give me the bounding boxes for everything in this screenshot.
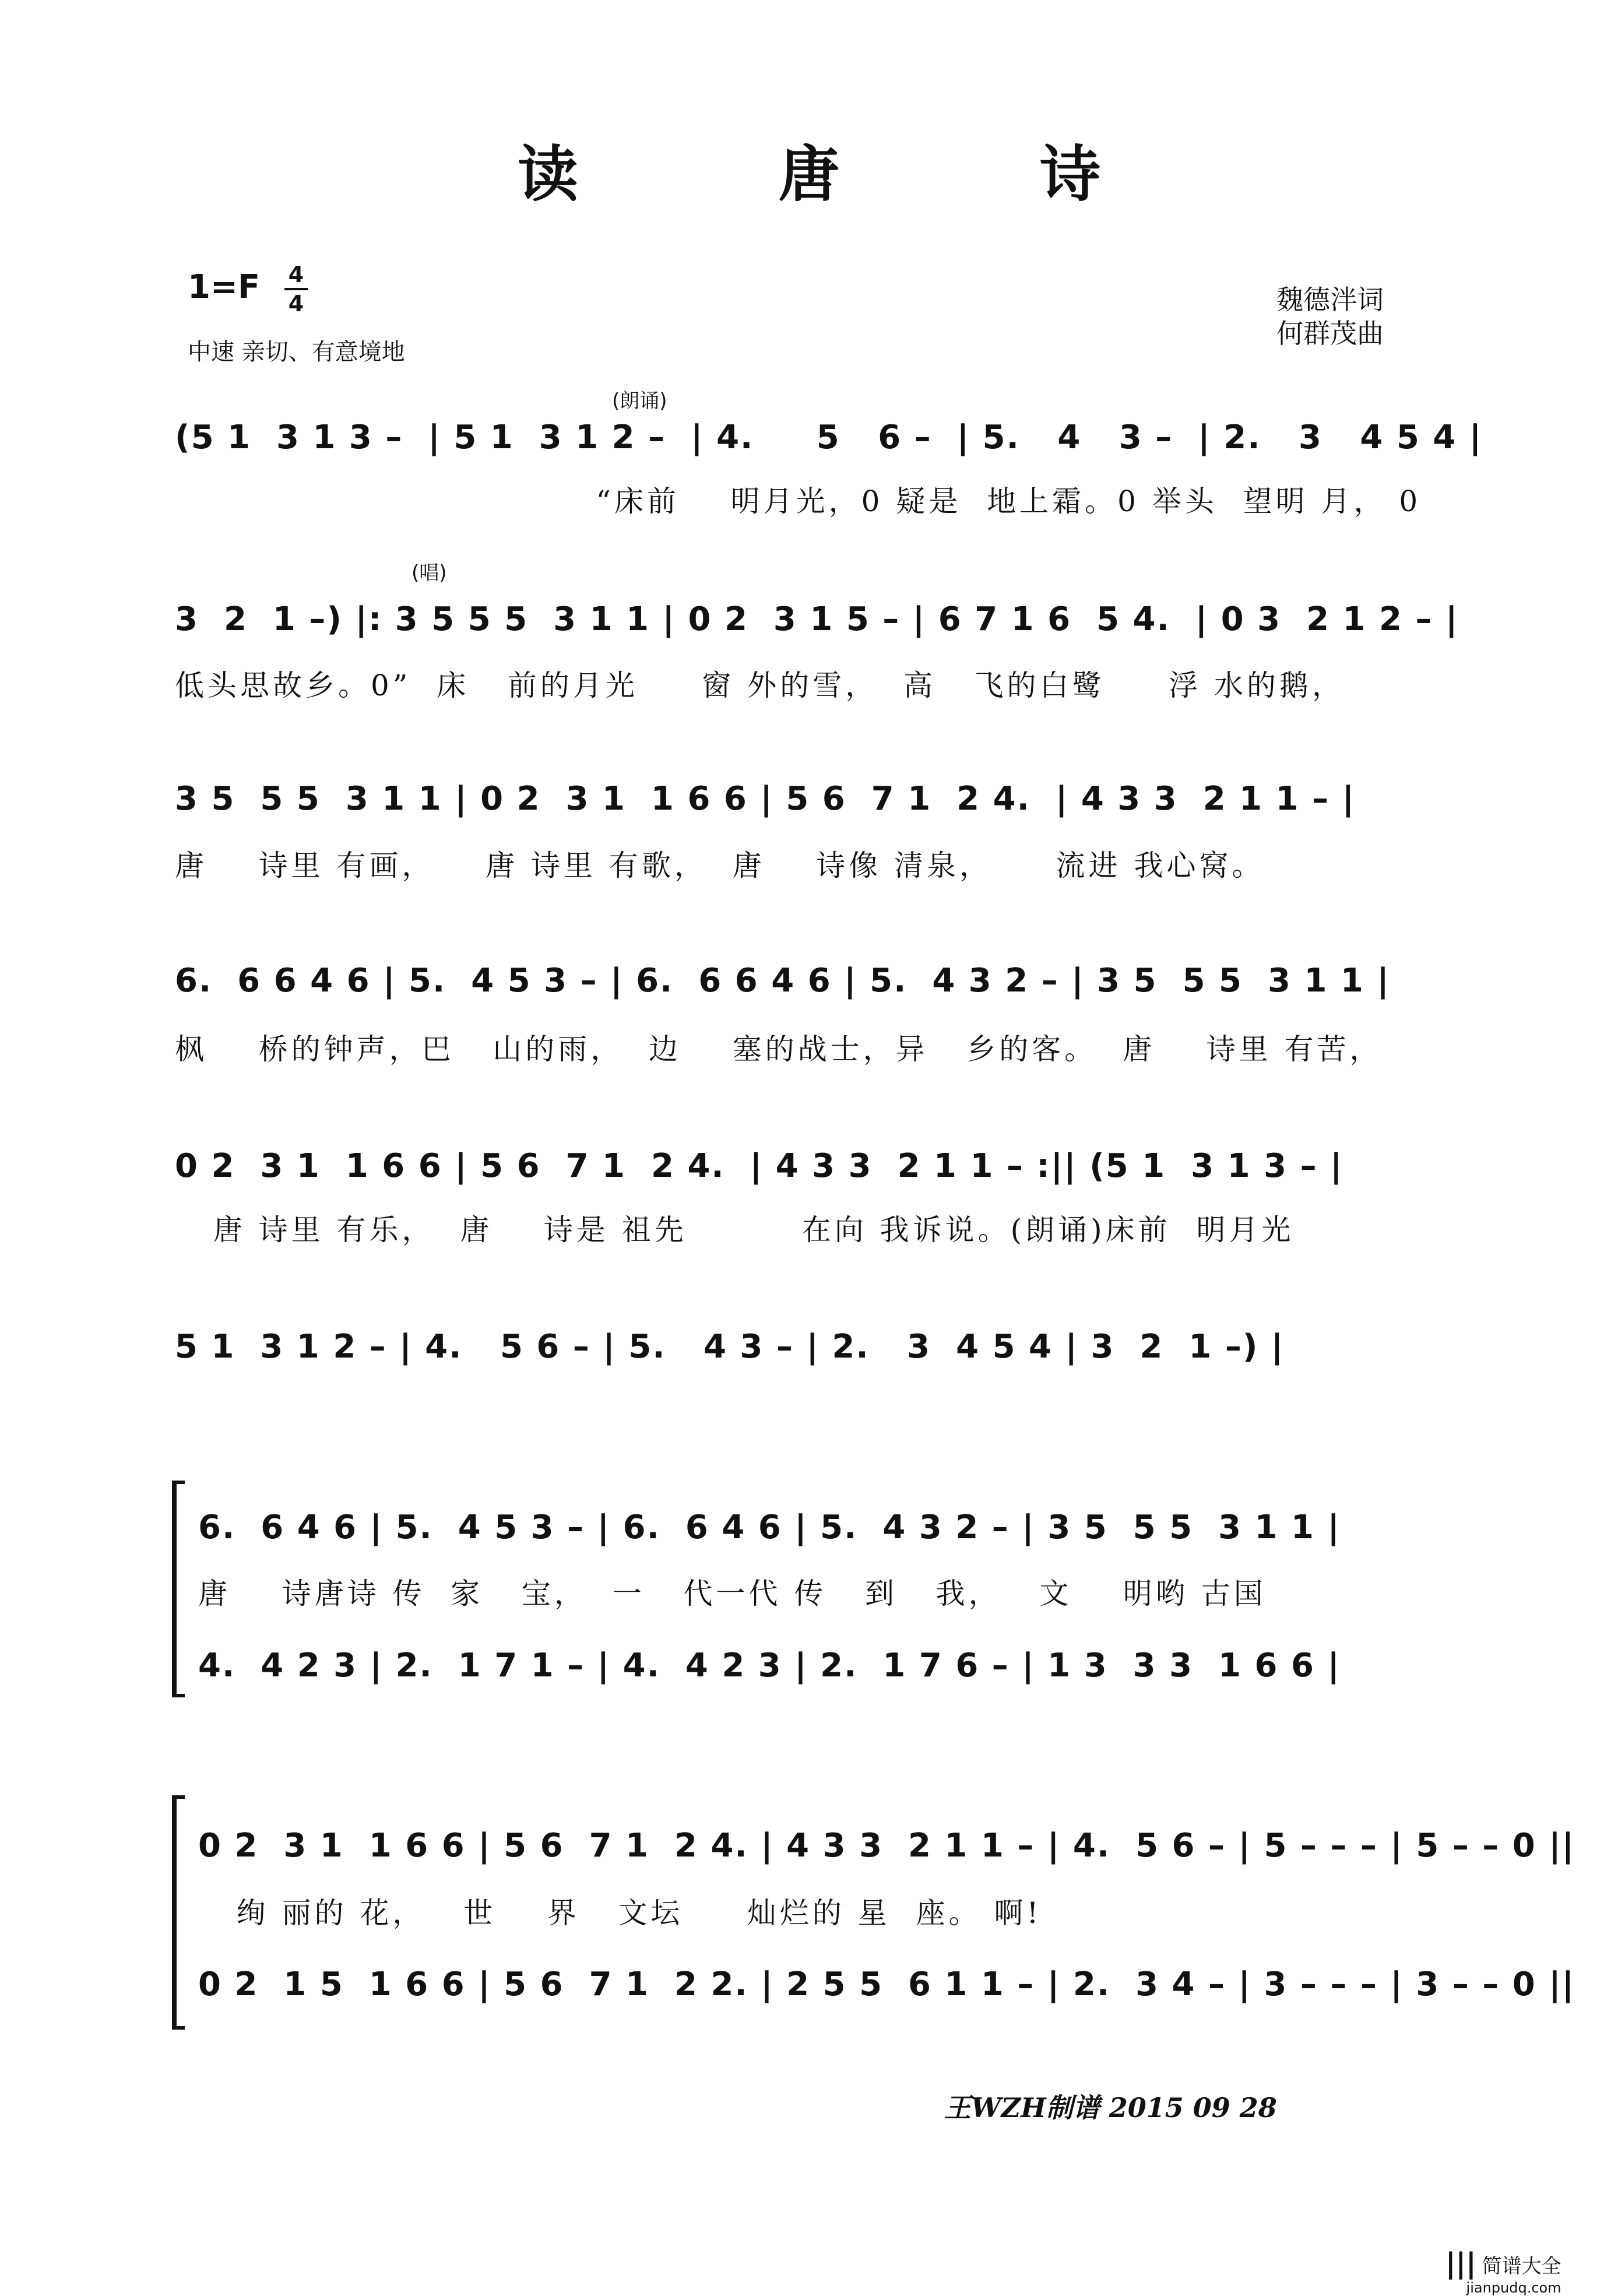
part-bracket-2 [172, 1795, 185, 2030]
composer-credit: 何群茂曲 [1276, 318, 1384, 349]
notation-line-2: 3 2 1 –) |: 3 5 5 5 3 1 1 | 0 2 3 1 5 – | 6 7 1 6 5 4. | 0 3 2 1 2 – | [175, 600, 1459, 638]
time-signature-bottom: 4 [288, 291, 304, 317]
tempo-marking: 中速 亲切、有意境地 [188, 339, 405, 365]
page-title: 读 唐 诗 [517, 138, 1170, 210]
recite-mark: (朗诵) [612, 389, 667, 413]
time-signature [284, 262, 308, 316]
lyric-line-2: 低头思故乡。0” 床 前的月光 窗 外的雪， 高 飞的白鹭 浮 水的鹅， [175, 669, 1345, 702]
watermark-logo-icon: ||| [1445, 2247, 1476, 2280]
lyric-line-1: “床前 明月光，0 疑是 地上霜。0 举头 望明 月， 0 [175, 484, 1422, 518]
sing-mark: (唱) [411, 561, 447, 585]
notation-line-8-lower: 0 2 1 5 1 6 6 | 5 6 7 1 2 2. | 2 5 5 6 1 1 – | 2. 3 4 – | 3 – – – | 3 – – 0 || [198, 1966, 1575, 2003]
notation-line-3: 3 5 5 5 3 1 1 | 0 2 3 1 1 6 6 | 5 6 7 1 2 4. | 4 3 3 2 1 1 – | [175, 780, 1356, 818]
notation-line-4: 6. 6 6 4 6 | 5. 4 5 3 – | 6. 6 6 4 6 | 5. 4 3 2 – | 3 5 5 5 3 1 1 | [175, 962, 1390, 1000]
watermark-url: jianpudq.com [1466, 2280, 1561, 2296]
notation-line-8-upper: 0 2 3 1 1 6 6 | 5 6 7 1 2 4. | 4 3 3 2 1 1 – | 4. 5 6 – | 5 – – – | 5 – – 0 || [198, 1827, 1575, 1865]
watermark-name: 简谱大全 [1482, 2255, 1561, 2278]
lyric-line-5: 唐 诗里 有乐， 唐 诗是 祖先 在向 我诉说。(朗诵)床前 明月光 [175, 1213, 1295, 1247]
notation-line-7-lower: 4. 4 2 3 | 2. 1 7 1 – | 4. 4 2 3 | 2. 1 7 6 – | 1 3 3 3 1 6 6 | [198, 1647, 1341, 1685]
notation-line-7-upper: 6. 6 4 6 | 5. 4 5 3 – | 6. 6 4 6 | 5. 4 3 2 – | 3 5 5 5 3 1 1 | [198, 1509, 1341, 1546]
lyric-line-7: 唐 诗唐诗 传 家 宝， 一 代一代 传 到 我， 文 明哟 古国 [198, 1577, 1267, 1611]
lyric-line-3: 唐 诗里 有画， 唐 诗里 有歌， 唐 诗像 清泉， 流进 我心窝。 [175, 849, 1265, 882]
notation-line-5: 0 2 3 1 1 6 6 | 5 6 7 1 2 4. | 4 3 3 2 1 1 – :|| (5 1 3 1 3 – | [175, 1147, 1343, 1185]
watermark [1445, 2247, 1561, 2296]
lyric-line-4: 枫 桥的钟声，巴 山的雨， 边 塞的战士，异 乡的客。 唐 诗里 有苦， [175, 1032, 1383, 1066]
engraver-credit: 王WZH制谱 2015 09 28 [944, 2092, 1277, 2123]
part-bracket-1 [172, 1481, 185, 1697]
lyric-line-8: 绚 丽的 花， 世 界 文坛 灿烂的 星 座。 啊! [198, 1896, 1042, 1930]
key-signature: 1=F [188, 268, 261, 306]
lyricist-credit: 魏德泮词 [1276, 284, 1384, 315]
notation-line-6: 5 1 3 1 2 – | 4. 5 6 – | 5. 4 3 – | 2. 3 4 5 4 | 3 2 1 –) | [175, 1328, 1285, 1366]
time-signature-top: 4 [288, 262, 304, 287]
notation-line-1: (5 1 3 1 3 – | 5 1 3 1 2 – | 4. 5 6 – | 5. 4 3 – | 2. 3 4 5 4 | [175, 419, 1483, 456]
